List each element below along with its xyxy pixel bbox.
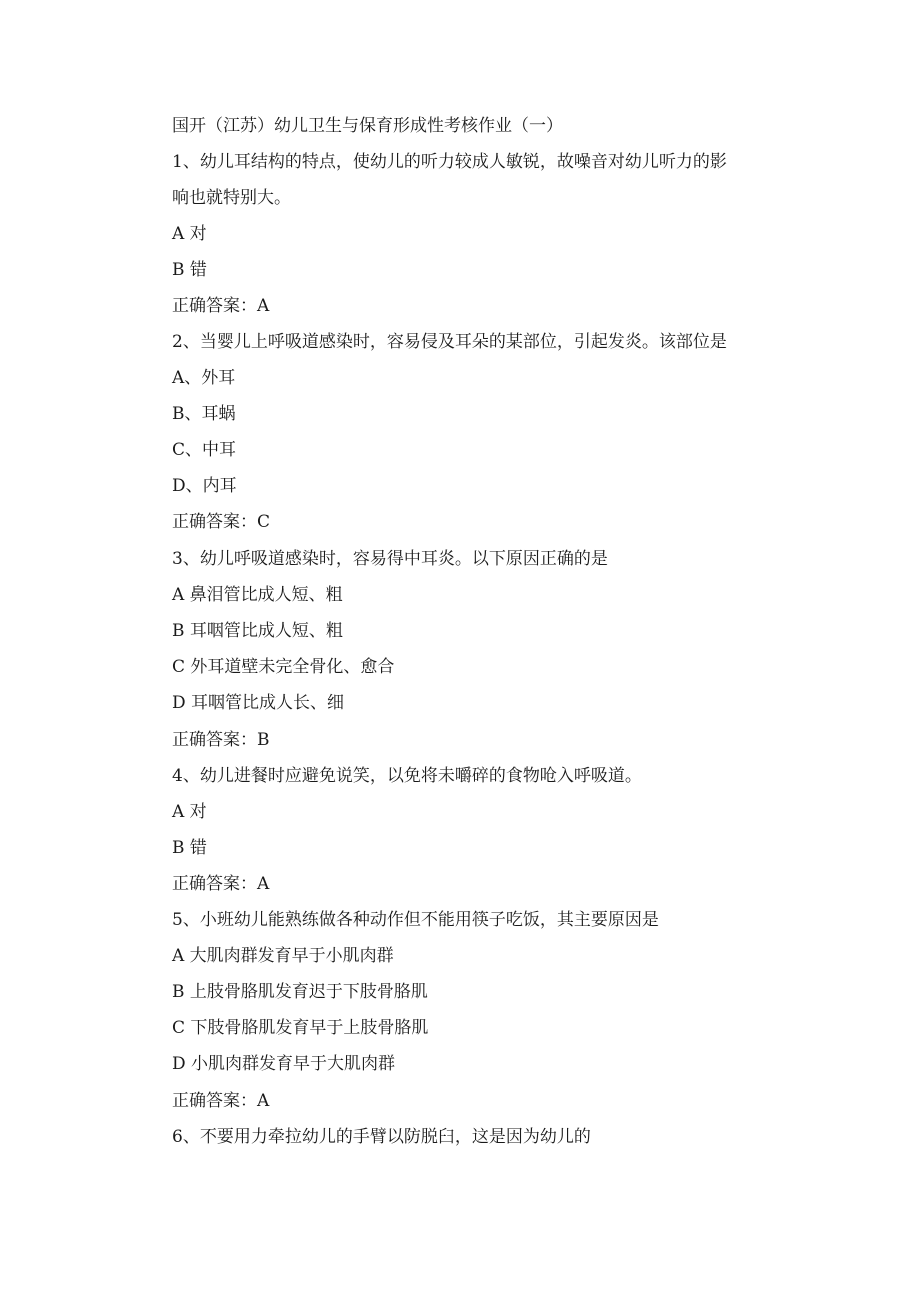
question-2-stem: 2、当婴儿上呼吸道感染时，容易侵及耳朵的某部位，引起发炎。该部位是: [172, 332, 727, 352]
answer-value: C: [257, 512, 271, 532]
question-5-option-b: B 上肢骨胳肌发育迟于下肢骨胳肌: [172, 982, 428, 1002]
question-3-option-c: C 外耳道壁未完全骨化、愈合: [172, 657, 395, 677]
question-4-answer: [172, 872, 269, 896]
question-1-stem-continued: 响也就特别大。: [172, 188, 291, 208]
question-4-option-a: A 对: [172, 802, 207, 822]
question-1-stem: 1、幼儿耳结构的特点，使幼儿的听力较成人敏锐，故噪音对幼儿听力的影: [172, 152, 727, 172]
answer-value: A: [257, 296, 270, 316]
question-2-option-a: A、外耳: [172, 368, 236, 388]
question-2-option-c: C、中耳: [172, 440, 237, 460]
question-1-option-a: A 对: [172, 224, 207, 244]
question-6-stem: 6、不要用力牵拉幼儿的手臂以防脱臼，这是因为幼儿的: [172, 1127, 591, 1147]
document-title: 国开（江苏）幼儿卫生与保育形成性考核作业（一）: [172, 116, 563, 136]
question-3-option-a: A 鼻泪管比成人短、粗: [172, 585, 343, 605]
answer-value: B: [257, 730, 270, 750]
question-4-option-b: B 错: [172, 838, 207, 858]
question-1-answer: [172, 294, 269, 318]
answer-label: 正确答案：: [172, 730, 257, 750]
answer-label: 正确答案：: [172, 1091, 257, 1111]
answer-label: 正确答案：: [172, 874, 257, 894]
question-2-answer: [172, 510, 270, 534]
question-3-answer: [172, 728, 270, 752]
answer-label: 正确答案：: [172, 296, 257, 316]
question-2-option-b: B、耳蜗: [172, 404, 236, 424]
question-2-option-d: D、内耳: [172, 476, 237, 496]
answer-value: A: [257, 874, 270, 894]
answer-label: 正确答案：: [172, 512, 257, 532]
question-3-option-d: D 耳咽管比成人长、细: [172, 693, 345, 713]
question-5-option-d: D 小肌肉群发育早于大肌肉群: [172, 1054, 396, 1074]
question-5-stem: 5、小班幼儿能熟练做各种动作但不能用筷子吃饭，其主要原因是: [172, 910, 659, 930]
question-5-option-c: C 下肢骨胳肌发育早于上肢骨胳肌: [172, 1018, 429, 1038]
question-5-answer: [172, 1089, 269, 1113]
question-3-option-b: B 耳咽管比成人短、粗: [172, 621, 343, 641]
question-1-option-b: B 错: [172, 260, 207, 280]
answer-value: A: [257, 1091, 270, 1111]
question-5-option-a: A 大肌肉群发育早于小肌肉群: [172, 946, 394, 966]
question-4-stem: 4、幼儿进餐时应避免说笑，以免将未嚼碎的食物呛入呼吸道。: [172, 766, 642, 786]
question-3-stem: 3、幼儿呼吸道感染时，容易得中耳炎。以下原因正确的是: [172, 549, 608, 569]
